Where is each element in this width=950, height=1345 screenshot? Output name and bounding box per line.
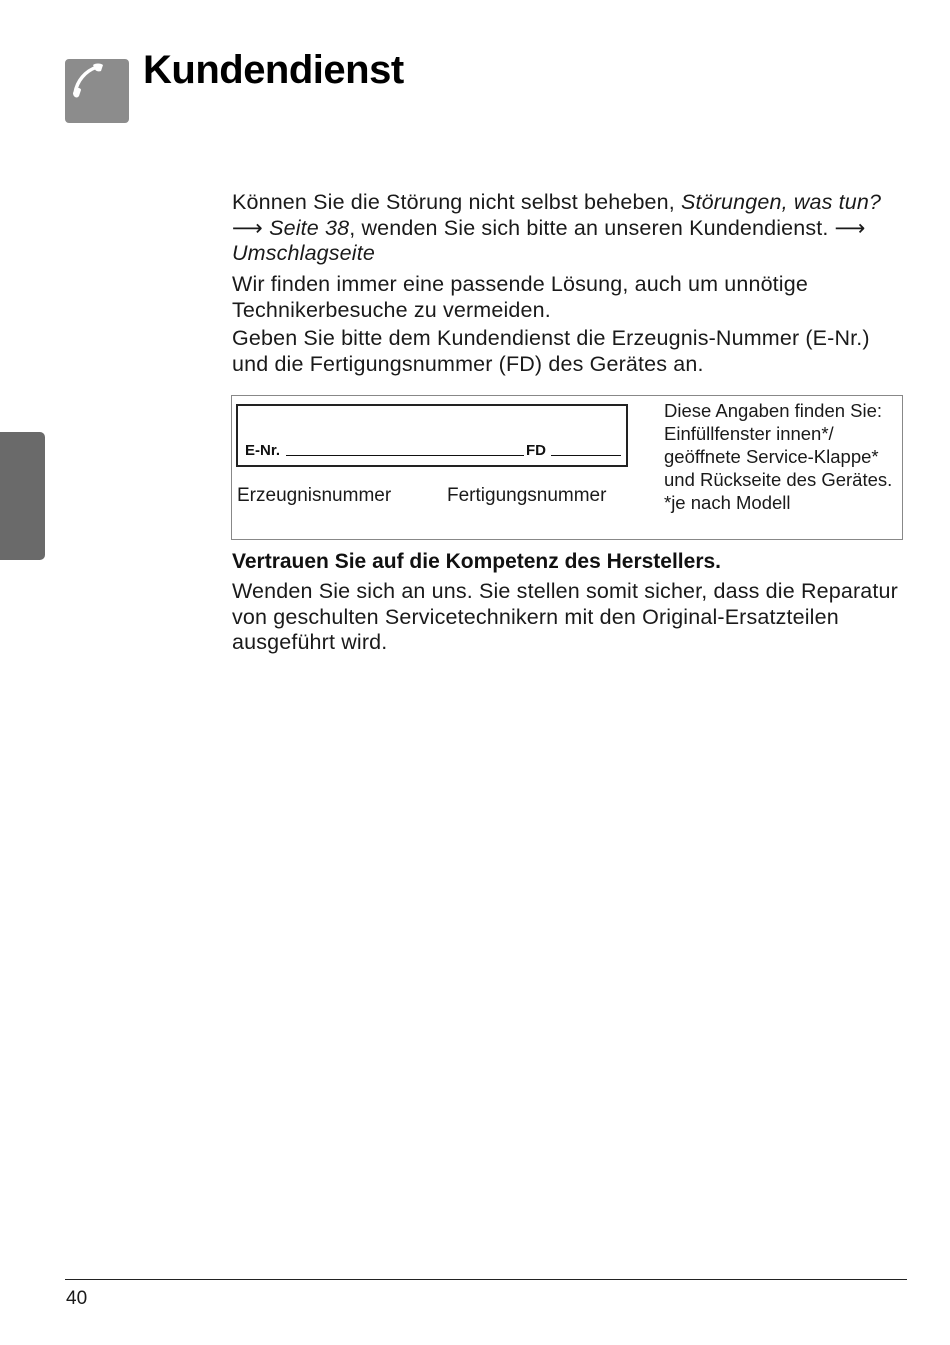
intro-paragraph-2: Wir finden immer eine passende Lösung, auch um unnötige Technikerbesuche zu vermeiden. [232, 272, 808, 322]
ref-troubleshooting: Störungen, was tun? [681, 190, 882, 214]
rating-plate [236, 404, 628, 467]
rating-plate-location: Diese Angaben finden Sie: Einfüllfenster innen*/ geöffnete Service-Klappe* und Rückseite des Gerätes. [664, 400, 893, 490]
intro-paragraph-3: Geben Sie bitte dem Kundendienst die Erzeugnis-Nummer (E-Nr.) und die Fertigungsnummer (FD) des Gerätes an. [232, 326, 870, 376]
ref-cover-page: Umschlagseite [232, 241, 375, 265]
ref-page-38: Seite 38 [269, 215, 350, 240]
page-title: Kundendienst [143, 48, 404, 92]
page-number: 40 [66, 1288, 88, 1309]
section-icon-box [65, 59, 129, 123]
rating-plate-footnote: *je nach Modell [664, 492, 791, 513]
intro-paragraph-1 [232, 190, 912, 267]
arrow-icon: ⟶ [232, 215, 263, 241]
intro-text-1: Können Sie die Störung nicht selbst beheben, [232, 190, 682, 214]
chapter-tab [0, 432, 45, 560]
intro-text-2: , wenden Sie sich bitte an unseren Kundendienst. [349, 215, 829, 240]
enr-label: E-Nr. [245, 442, 281, 459]
arrow-icon: ⟶ [834, 215, 866, 241]
caption-enr: Erzeugnisnummer [237, 485, 392, 506]
phone-icon [65, 59, 129, 123]
fd-line [551, 455, 621, 456]
caption-fd: Fertigungsnummer [447, 485, 607, 506]
rating-plate-info [664, 399, 904, 514]
trust-heading: Vertrauen Sie auf die Kompetenz des Herstellers. [232, 550, 722, 573]
trust-paragraph: Wenden Sie sich an uns. Sie stellen somit sicher, dass die Reparatur von geschulten Servicetechnikern mit den Original-Ersatzteilen ausgeführt wird. [232, 579, 898, 654]
enr-line [286, 455, 524, 456]
footer-divider [65, 1279, 907, 1280]
fd-label: FD [526, 442, 546, 459]
